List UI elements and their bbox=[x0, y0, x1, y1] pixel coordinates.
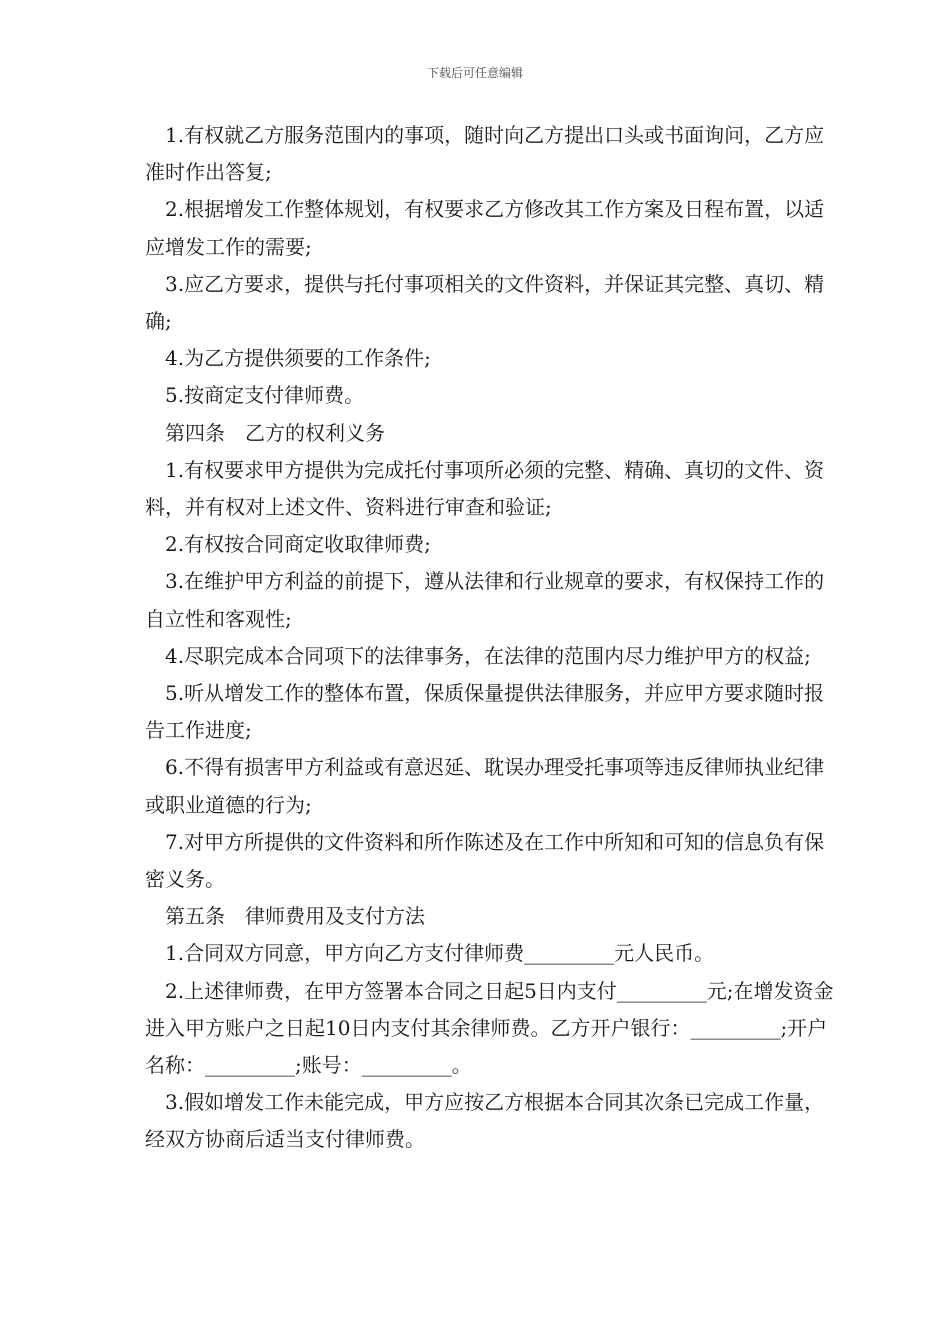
page-header: 下载后可任意编辑 bbox=[426, 66, 523, 80]
paragraph: 4.尽职完成本合同项下的法律事务，在法律的范围内尽力维护甲方的权益; bbox=[165, 643, 811, 668]
paragraph: 1.合同双方同意，甲方向乙方支付律师费_________元人民币。 bbox=[165, 941, 715, 966]
paragraph: 3.在维护甲方利益的前提下，遵从法律和行业规章的要求，有权保持工作的自立性和客观性; bbox=[145, 569, 825, 631]
document-body bbox=[145, 117, 835, 1159]
paragraph: 1.有权就乙方服务范围内的事项，随时向乙方提出口头或书面询问，乙方应准时作出答复; bbox=[145, 123, 825, 185]
paragraph: 5.听从增发工作的整体布置，保质保量提供法律服务，并应甲方要求随时报告工作进度; bbox=[145, 681, 825, 743]
section-heading: 第四条 乙方的权利义务 bbox=[165, 420, 385, 445]
paragraph: 3.假如增发工作未能完成，甲方应按乙方根据本合同其次条已完成工作量，经双方协商后适当支付律师费。 bbox=[145, 1090, 825, 1152]
paragraph: 4.为乙方提供须要的工作条件; bbox=[165, 346, 431, 371]
paragraph: 2.根据增发工作整体规划，有权要求乙方修改其工作方案及日程布置，以适应增发工作的需要; bbox=[145, 197, 825, 259]
paragraph: 6.不得有损害甲方利益或有意迟延、耽误办理受托事项等违反律师执业纪律或职业道德的行为; bbox=[145, 755, 825, 817]
paragraph: 5.按商定支付律师费。 bbox=[165, 383, 365, 408]
paragraph: 7.对甲方所提供的文件资料和所作陈述及在工作中所知和可知的信息负有保密义务。 bbox=[145, 829, 825, 892]
paragraph: 3.应乙方要求，提供与托付事项相关的文件资料，并保证其完整、真切、精确; bbox=[145, 271, 825, 334]
paragraph: 2.有权按合同商定收取律师费; bbox=[165, 532, 431, 557]
section-heading: 第五条 律师费用及支付方法 bbox=[165, 904, 425, 929]
paragraph: 2.上述律师费，在甲方签署本合同之日起5日内支付_________元;在增发资金进入甲方账户之日起10日内支付其余律师费。乙方开户银行：_________;开户名称：_________;账号：_________。 bbox=[145, 978, 834, 1078]
paragraph: 1.有权要求甲方提供为完成托付事项所必须的完整、精确、真切的文件、资料，并有权对上述文件、资料进行审查和验证; bbox=[145, 457, 825, 520]
